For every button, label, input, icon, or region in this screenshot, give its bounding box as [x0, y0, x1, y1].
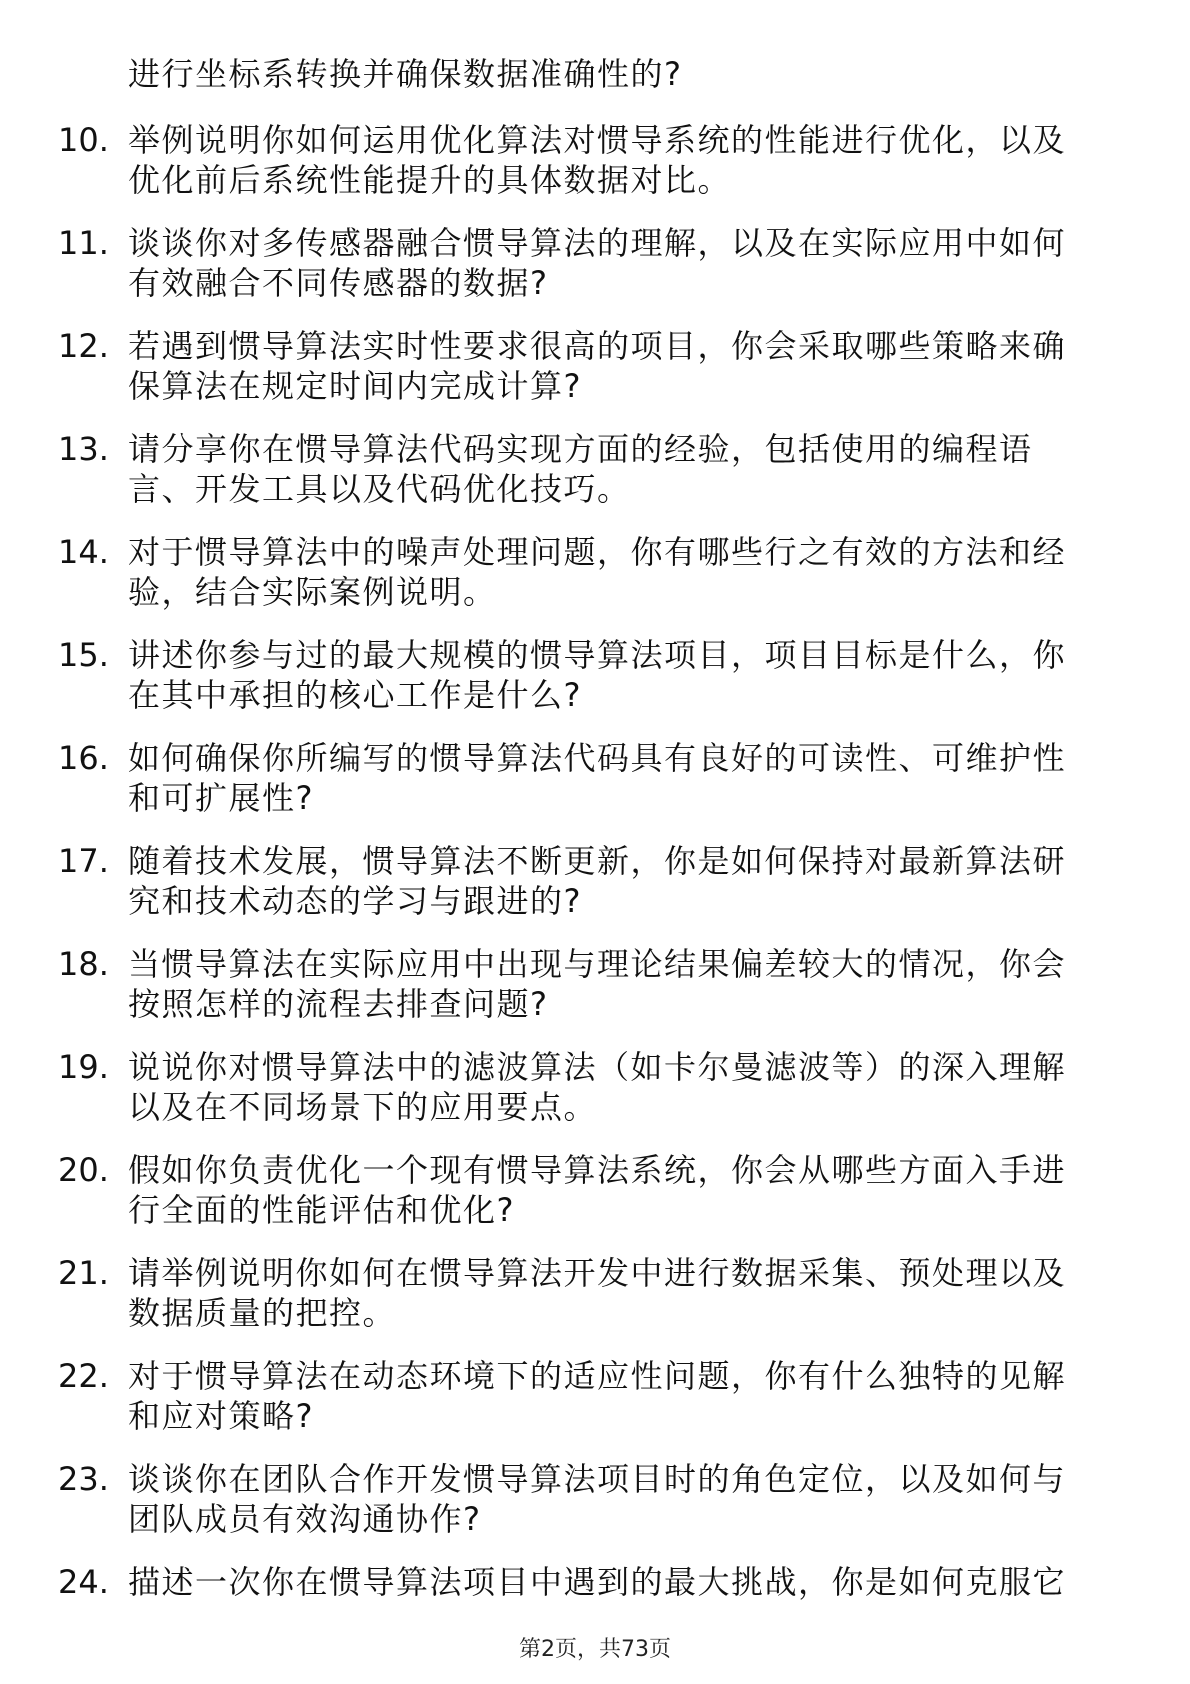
- question-number: 24.: [58, 1563, 109, 1601]
- continuation-text: 进行坐标系转换并确保数据准确性的?: [128, 55, 683, 93]
- question-text-line: 和应对策略?: [128, 1397, 314, 1435]
- question-text-line: 团队成员有效沟通协作?: [128, 1500, 482, 1538]
- question-text-line: 请分享你在惯导算法代码实现方面的经验，包括使用的编程语: [128, 430, 1033, 468]
- question-text-line: 对于惯导算法中的噪声处理问题，你有哪些行之有效的方法和经: [128, 533, 1067, 571]
- question-text-line: 言、开发工具以及代码优化技巧。: [128, 470, 631, 508]
- question-text-line: 说说你对惯导算法中的滤波算法（如卡尔曼滤波等）的深入理解: [128, 1048, 1067, 1086]
- question-text-line: 以及在不同场景下的应用要点。: [128, 1088, 598, 1126]
- question-text-line: 假如你负责优化一个现有惯导算法系统，你会从哪些方面入手进: [128, 1151, 1067, 1189]
- question-number: 11.: [58, 224, 109, 262]
- question-text-line: 举例说明你如何运用优化算法对惯导系统的性能进行优化，以及: [128, 121, 1067, 159]
- question-text-line: 请举例说明你如何在惯导算法开发中进行数据采集、预处理以及: [128, 1254, 1067, 1292]
- question-text-line: 对于惯导算法在动态环境下的适应性问题，你有什么独特的见解: [128, 1357, 1067, 1395]
- question-text-line: 当惯导算法在实际应用中出现与理论结果偏差较大的情况，你会: [128, 945, 1067, 983]
- question-number: 13.: [58, 430, 109, 468]
- question-number: 22.: [58, 1357, 109, 1395]
- question-text-line: 按照怎样的流程去排查问题?: [128, 985, 549, 1023]
- question-number: 17.: [58, 842, 109, 880]
- page-footer: 第2页，共73页: [519, 1637, 671, 1662]
- question-number: 12.: [58, 327, 109, 365]
- question-text-line: 有效融合不同传感器的数据?: [128, 264, 549, 302]
- question-text-line: 谈谈你在团队合作开发惯导算法项目时的角色定位，以及如何与: [128, 1460, 1067, 1498]
- question-text-line: 若遇到惯导算法实时性要求很高的项目，你会采取哪些策略来确: [128, 327, 1067, 365]
- question-text-line: 谈谈你对多传感器融合惯导算法的理解，以及在实际应用中如何: [128, 224, 1067, 262]
- question-text-line: 数据质量的把控。: [128, 1294, 397, 1332]
- question-number: 16.: [58, 739, 109, 777]
- question-text-line: 讲述你参与过的最大规模的惯导算法项目，项目目标是什么，你: [128, 636, 1067, 674]
- question-number: 14.: [58, 533, 109, 571]
- question-text-line: 保算法在规定时间内完成计算?: [128, 367, 582, 405]
- question-text-line: 优化前后系统性能提升的具体数据对比。: [128, 161, 732, 199]
- question-text-line: 如何确保你所编写的惯导算法代码具有良好的可读性、可维护性: [128, 739, 1067, 777]
- question-number: 18.: [58, 945, 109, 983]
- question-text-line: 在其中承担的核心工作是什么?: [128, 676, 582, 714]
- question-number: 23.: [58, 1460, 109, 1498]
- question-text-line: 究和技术动态的学习与跟进的?: [128, 882, 582, 920]
- question-number: 15.: [58, 636, 109, 674]
- question-text-line: 随着技术发展，惯导算法不断更新，你是如何保持对最新算法研: [128, 842, 1067, 880]
- question-number: 19.: [58, 1048, 109, 1086]
- question-number: 20.: [58, 1151, 109, 1189]
- question-text-line: 和可扩展性?: [128, 779, 314, 817]
- question-number: 21.: [58, 1254, 109, 1292]
- question-number: 10.: [58, 121, 109, 159]
- question-text-line: 行全面的性能评估和优化?: [128, 1191, 515, 1229]
- question-text-line: 验，结合实际案例说明。: [128, 573, 497, 611]
- question-text-line: 描述一次你在惯导算法项目中遇到的最大挑战，你是如何克服它: [128, 1563, 1067, 1601]
